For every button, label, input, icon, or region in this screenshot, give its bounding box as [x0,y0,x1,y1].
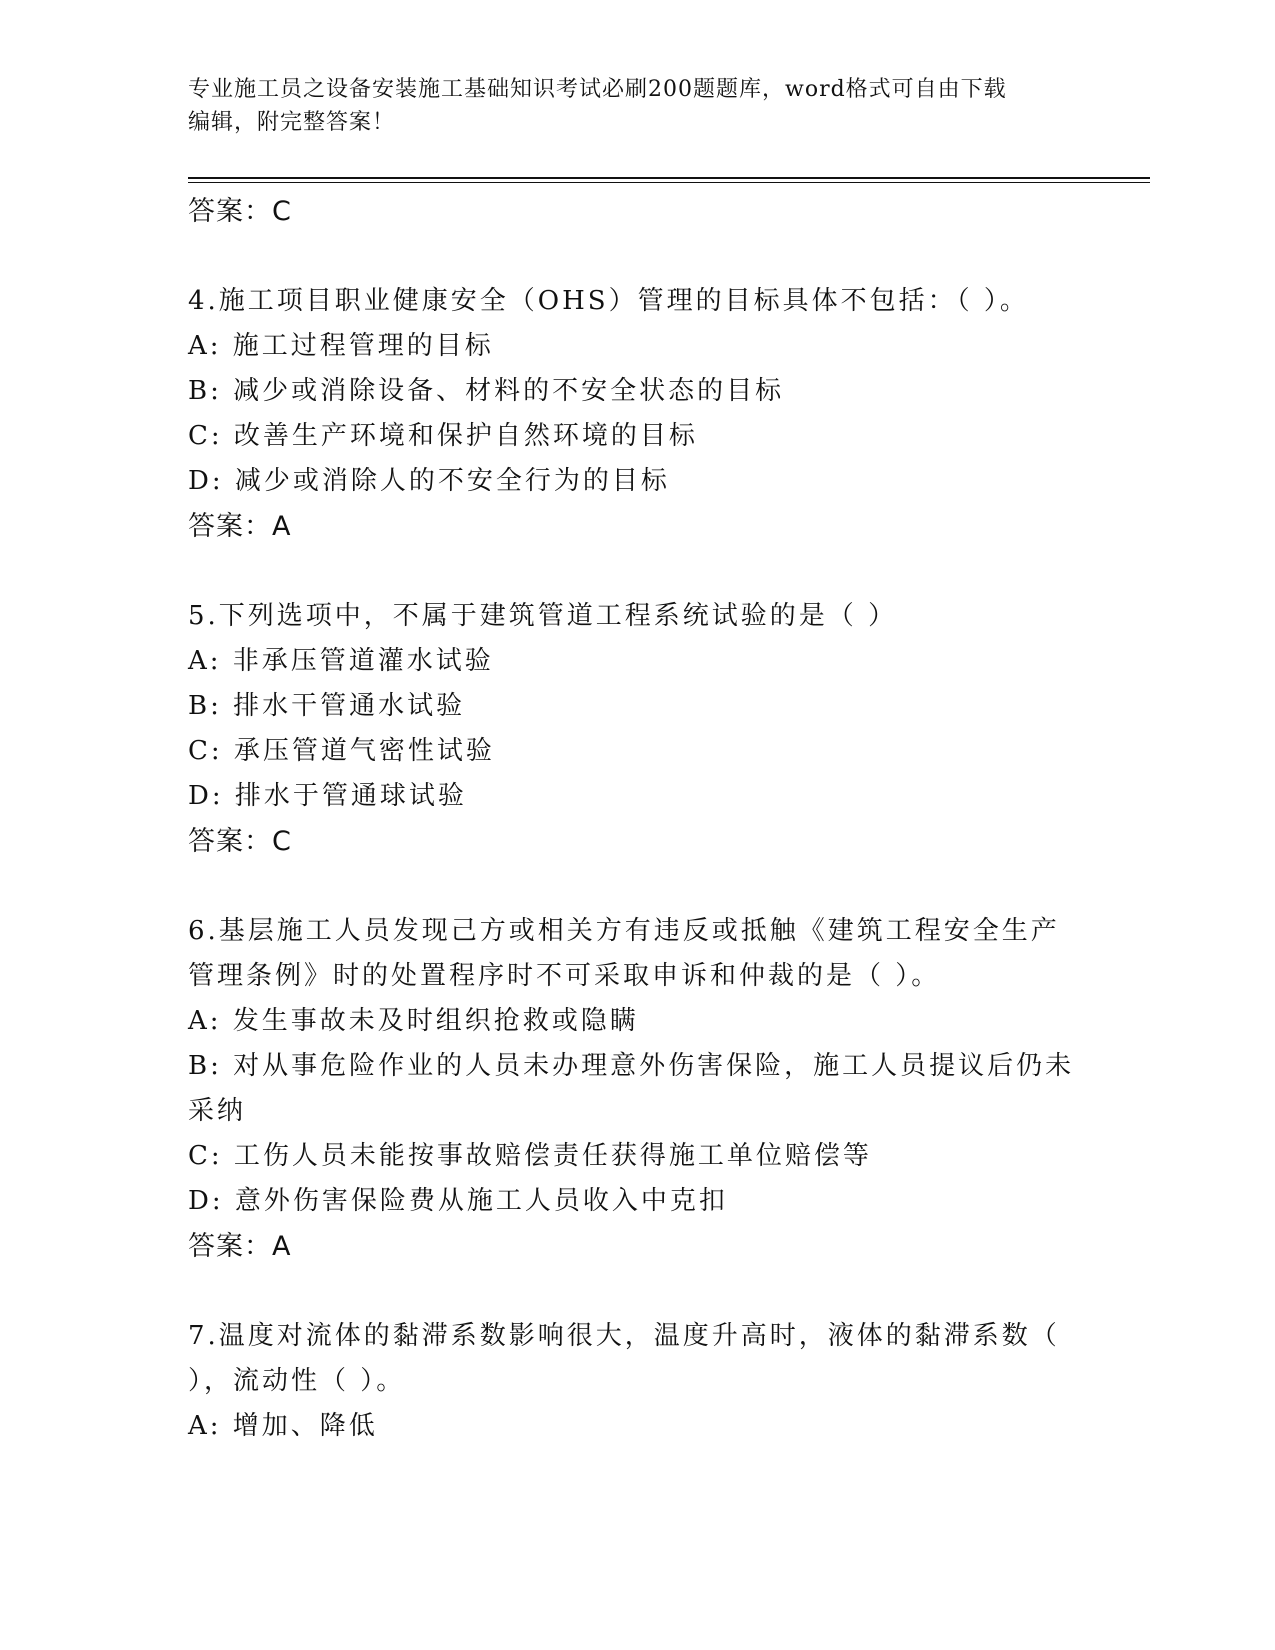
spacer [188,864,1088,909]
question-6 [188,909,1088,1269]
option-a: A: 发生事故未及时组织抢救或隐瞒 [188,1006,639,1036]
question-7 [188,1314,1088,1449]
page-header [188,73,1088,139]
option-c: C: 承压管道气密性试验 [188,736,495,766]
spacer [188,1269,1088,1314]
question-stem: 5.下列选项中，不属于建筑管道工程系统试验的是（ ） [188,601,898,631]
question-stem-line-2: 管理条例》时的处置程序时不可采取申诉和仲裁的是（ ）。 [188,961,941,991]
spacer [188,234,1088,279]
answer-q3: 答案：C [188,196,292,227]
question-5 [188,594,1088,864]
option-c: C: 工伤人员未能按事故赔偿责任获得施工单位赔偿等 [188,1141,872,1171]
header-line-1: 专业施工员之设备安装施工基础知识考试必刷200题题库，word格式可自由下载 [188,77,1007,102]
answer-q5: 答案：C [188,826,292,857]
document-body [188,189,1088,1449]
answer-q4: 答案：A [188,511,292,542]
spacer [188,549,1088,594]
question-4 [188,279,1088,549]
header-line-2: 编辑，附完整答案！ [188,110,396,135]
option-a: A: 非承压管道灌水试验 [188,646,494,676]
option-b: B: 减少或消除设备、材料的不安全状态的目标 [188,376,785,406]
option-a: A: 施工过程管理的目标 [188,331,494,361]
header-divider-thick [188,177,1150,179]
question-stem: 4.施工项目职业健康安全（OHS）管理的目标具体不包括：（ ）。 [188,286,1029,316]
option-d: D: 意外伤害保险费从施工人员收入中克扣 [188,1186,728,1216]
question-stem-line-2: ），流动性（ ）。 [188,1366,406,1396]
question-stem-line-1: 7.温度对流体的黏滞系数影响很大，温度升高时，液体的黏滞系数（ [188,1321,1060,1351]
header-divider-thin [188,182,1150,183]
question-stem-line-1: 6.基层施工人员发现己方或相关方有违反或抵触《建筑工程安全生产 [188,916,1060,946]
option-d: D: 减少或消除人的不安全行为的目标 [188,466,670,496]
option-d: D: 排水于管通球试验 [188,781,467,811]
option-b-continued: 采纳 [188,1096,247,1126]
option-b: B: 排水干管通水试验 [188,691,466,721]
option-c: C: 改善生产环境和保护自然环境的目标 [188,421,698,451]
option-a: A: 增加、降低 [188,1411,378,1441]
answer-q6: 答案：A [188,1231,292,1262]
option-b: B: 对从事危险作业的人员未办理意外伤害保险，施工人员提议后仍未 [188,1051,1075,1081]
